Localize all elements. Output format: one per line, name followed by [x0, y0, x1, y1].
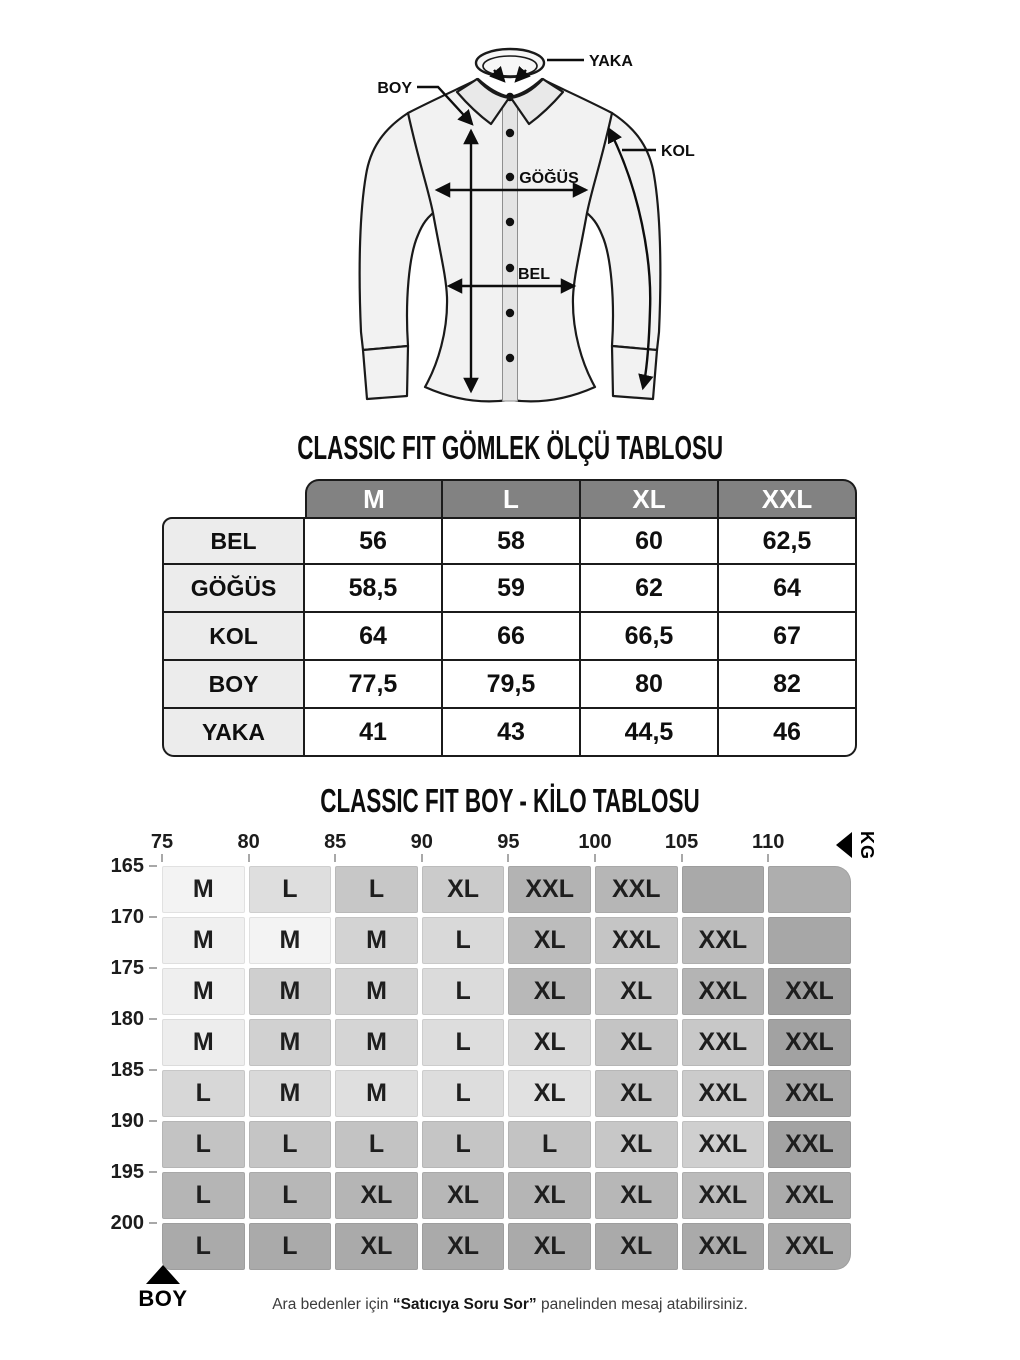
size-value-cell: 62,5	[719, 517, 857, 565]
weight-axis-tick	[248, 854, 250, 862]
weight-axis-tick	[681, 854, 683, 862]
size-value-cell: 64	[719, 565, 857, 613]
matrix-cell: M	[162, 866, 245, 913]
height-axis-label: 190	[110, 1110, 144, 1132]
matrix-cell: M	[249, 968, 332, 1015]
matrix-cell: M	[162, 1019, 245, 1066]
kol-label: KOL	[661, 143, 695, 160]
size-value-cell: 43	[443, 709, 581, 757]
height-axis-tick	[149, 1018, 157, 1020]
size-value-cell: 67	[719, 613, 857, 661]
size-value-cell: 58	[443, 517, 581, 565]
size-value-cell: 62	[581, 565, 719, 613]
shirt-measurement-diagram	[0, 0, 1020, 432]
matrix-cell: XL	[595, 1172, 678, 1219]
matrix-cell: XXL	[595, 866, 678, 913]
size-value-cell: 64	[305, 613, 443, 661]
size-value-cell: 79,5	[443, 661, 581, 709]
height-axis-tick	[149, 1069, 157, 1071]
matrix-cell: M	[162, 917, 245, 964]
size-table-title	[0, 431, 1020, 464]
height-axis-tick	[149, 1120, 157, 1122]
size-value-cell: 60	[581, 517, 719, 565]
matrix-cell: XL	[508, 1070, 591, 1117]
matrix-cell: XL	[508, 1172, 591, 1219]
matrix-cell: M	[335, 1070, 418, 1117]
size-value-cell: 58,5	[305, 565, 443, 613]
matrix-cell: XXL	[768, 1070, 851, 1117]
kg-axis-label: KG	[857, 830, 877, 860]
weight-axis-label: 90	[410, 831, 433, 853]
matrix-cell: L	[162, 1121, 245, 1168]
matrix-cell: M	[335, 917, 418, 964]
height-axis-label: 185	[110, 1059, 144, 1081]
matrix-cell: XL	[508, 917, 591, 964]
matrix-cell: XXL	[682, 1223, 765, 1270]
matrix-cell: XXL	[768, 1172, 851, 1219]
matrix-cell: XL	[422, 1172, 505, 1219]
matrix-cell: M	[335, 968, 418, 1015]
size-col-header: XL	[581, 479, 719, 517]
matrix-cell: XXL	[768, 1121, 851, 1168]
footer-note	[0, 1296, 1020, 1314]
size-table-title-text: CLASSIC FIT GÖMLEK ÖLÇÜ TABLOSU	[297, 429, 723, 466]
weight-axis-label: 110	[752, 831, 785, 853]
fit-matrix-title-text: CLASSIC FIT BOY - KİLO TABLOSU	[320, 782, 700, 819]
matrix-cell: XL	[595, 1019, 678, 1066]
height-axis-label: 165	[110, 855, 144, 877]
size-row-label: BEL	[162, 517, 305, 565]
matrix-cell	[768, 866, 851, 913]
matrix-cell: XXL	[682, 968, 765, 1015]
height-axis-tick	[149, 1171, 157, 1173]
collar-band	[476, 49, 544, 77]
weight-axis-tick	[507, 854, 509, 862]
height-axis-label: 195	[110, 1161, 144, 1183]
height-axis-label: 170	[110, 906, 144, 928]
shirt-left-cuff	[363, 346, 408, 399]
matrix-cell: XL	[508, 1223, 591, 1270]
matrix-cell: XL	[422, 866, 505, 913]
matrix-cell: XXL	[768, 1019, 851, 1066]
matrix-cell: L	[162, 1172, 245, 1219]
matrix-cell: L	[422, 1019, 505, 1066]
matrix-cell: XL	[595, 1223, 678, 1270]
height-axis-tick	[149, 967, 157, 969]
weight-axis-label: 85	[324, 831, 347, 853]
boy-axis-label: BOY	[138, 1286, 188, 1311]
matrix-cell: M	[335, 1019, 418, 1066]
size-value-cell: 66	[443, 613, 581, 661]
size-col-header: M	[305, 479, 443, 517]
matrix-cell: XL	[595, 1121, 678, 1168]
size-value-cell: 59	[443, 565, 581, 613]
matrix-cell: L	[335, 866, 418, 913]
kg-arrow-icon	[836, 832, 852, 858]
size-row-label: BOY	[162, 661, 305, 709]
size-table	[162, 479, 857, 757]
shirt-right-cuff	[612, 346, 657, 399]
matrix-cell: XXL	[682, 917, 765, 964]
matrix-cell: XXL	[682, 1019, 765, 1066]
size-col-header: XXL	[719, 479, 857, 517]
size-table-corner	[162, 479, 305, 517]
matrix-cell: XL	[422, 1223, 505, 1270]
matrix-cell: L	[249, 866, 332, 913]
yaka-label: YAKA	[589, 53, 633, 70]
matrix-cell: XXL	[768, 968, 851, 1015]
weight-axis-label: 95	[497, 831, 520, 853]
matrix-cell: XL	[595, 968, 678, 1015]
size-value-cell: 82	[719, 661, 857, 709]
bel-label: BEL	[518, 266, 550, 283]
fit-matrix-title	[0, 784, 1020, 817]
matrix-cell: L	[508, 1121, 591, 1168]
size-value-cell: 80	[581, 661, 719, 709]
size-value-cell: 46	[719, 709, 857, 757]
height-axis-tick	[149, 865, 157, 867]
matrix-cell: L	[335, 1121, 418, 1168]
weight-axis-tick	[161, 854, 163, 862]
weight-axis-label: 75	[150, 831, 174, 853]
weight-axis-tick	[421, 854, 423, 862]
size-row-label: KOL	[162, 613, 305, 661]
matrix-cell: M	[249, 1070, 332, 1117]
height-axis-label: 180	[110, 1008, 144, 1030]
matrix-cell: XXL	[508, 866, 591, 913]
size-value-cell: 56	[305, 517, 443, 565]
matrix-cell: L	[249, 1121, 332, 1168]
footer-note-prefix: Ara bedenler için	[272, 1296, 393, 1313]
size-value-cell: 41	[305, 709, 443, 757]
weight-axis-tick	[767, 854, 769, 862]
matrix-cell: XL	[508, 1019, 591, 1066]
height-axis-tick	[149, 1222, 157, 1224]
height-axis-label: 175	[110, 957, 144, 979]
gogus-label: GÖĞÜS	[519, 170, 579, 187]
matrix-cell	[682, 866, 765, 913]
matrix-cell: L	[422, 1121, 505, 1168]
weight-axis-label: 100	[578, 831, 612, 853]
matrix-cell: XL	[595, 1070, 678, 1117]
size-row-label: GÖĞÜS	[162, 565, 305, 613]
weight-axis-label: 80	[237, 831, 260, 853]
matrix-cell: L	[422, 1070, 505, 1117]
size-value-cell: 77,5	[305, 661, 443, 709]
weight-axis-tick	[594, 854, 596, 862]
fit-matrix-grid	[162, 866, 851, 1270]
matrix-cell: L	[422, 968, 505, 1015]
weight-axis-tick	[334, 854, 336, 862]
kg-axis-marker	[836, 832, 881, 858]
matrix-cell: XXL	[682, 1172, 765, 1219]
height-axis-tick	[149, 916, 157, 918]
matrix-cell: M	[249, 917, 332, 964]
matrix-cell: L	[249, 1223, 332, 1270]
footer-note-suffix: panelinden mesaj atabilirsiniz.	[536, 1296, 748, 1313]
matrix-cell: XXL	[682, 1070, 765, 1117]
matrix-cell: XXL	[682, 1121, 765, 1168]
boy-label: BOY	[377, 80, 412, 97]
matrix-cell: XL	[508, 968, 591, 1015]
matrix-cell: M	[162, 968, 245, 1015]
size-value-cell: 66,5	[581, 613, 719, 661]
matrix-cell: XL	[335, 1223, 418, 1270]
matrix-cell: M	[249, 1019, 332, 1066]
matrix-cell: XXL	[595, 917, 678, 964]
matrix-cell: XL	[335, 1172, 418, 1219]
boy-arrow-icon	[146, 1265, 180, 1284]
size-col-header: L	[443, 479, 581, 517]
weight-axis-label: 105	[664, 831, 699, 853]
matrix-cell	[768, 917, 851, 964]
matrix-cell: L	[162, 1070, 245, 1117]
matrix-cell: L	[249, 1172, 332, 1219]
size-value-cell: 44,5	[581, 709, 719, 757]
height-axis-label: 200	[110, 1212, 144, 1234]
size-row-label: YAKA	[162, 709, 305, 757]
matrix-cell: L	[422, 917, 505, 964]
matrix-cell: L	[162, 1223, 245, 1270]
footer-note-bold: “Satıcıya Soru Sor”	[392, 1296, 537, 1313]
matrix-cell: XXL	[768, 1223, 851, 1270]
